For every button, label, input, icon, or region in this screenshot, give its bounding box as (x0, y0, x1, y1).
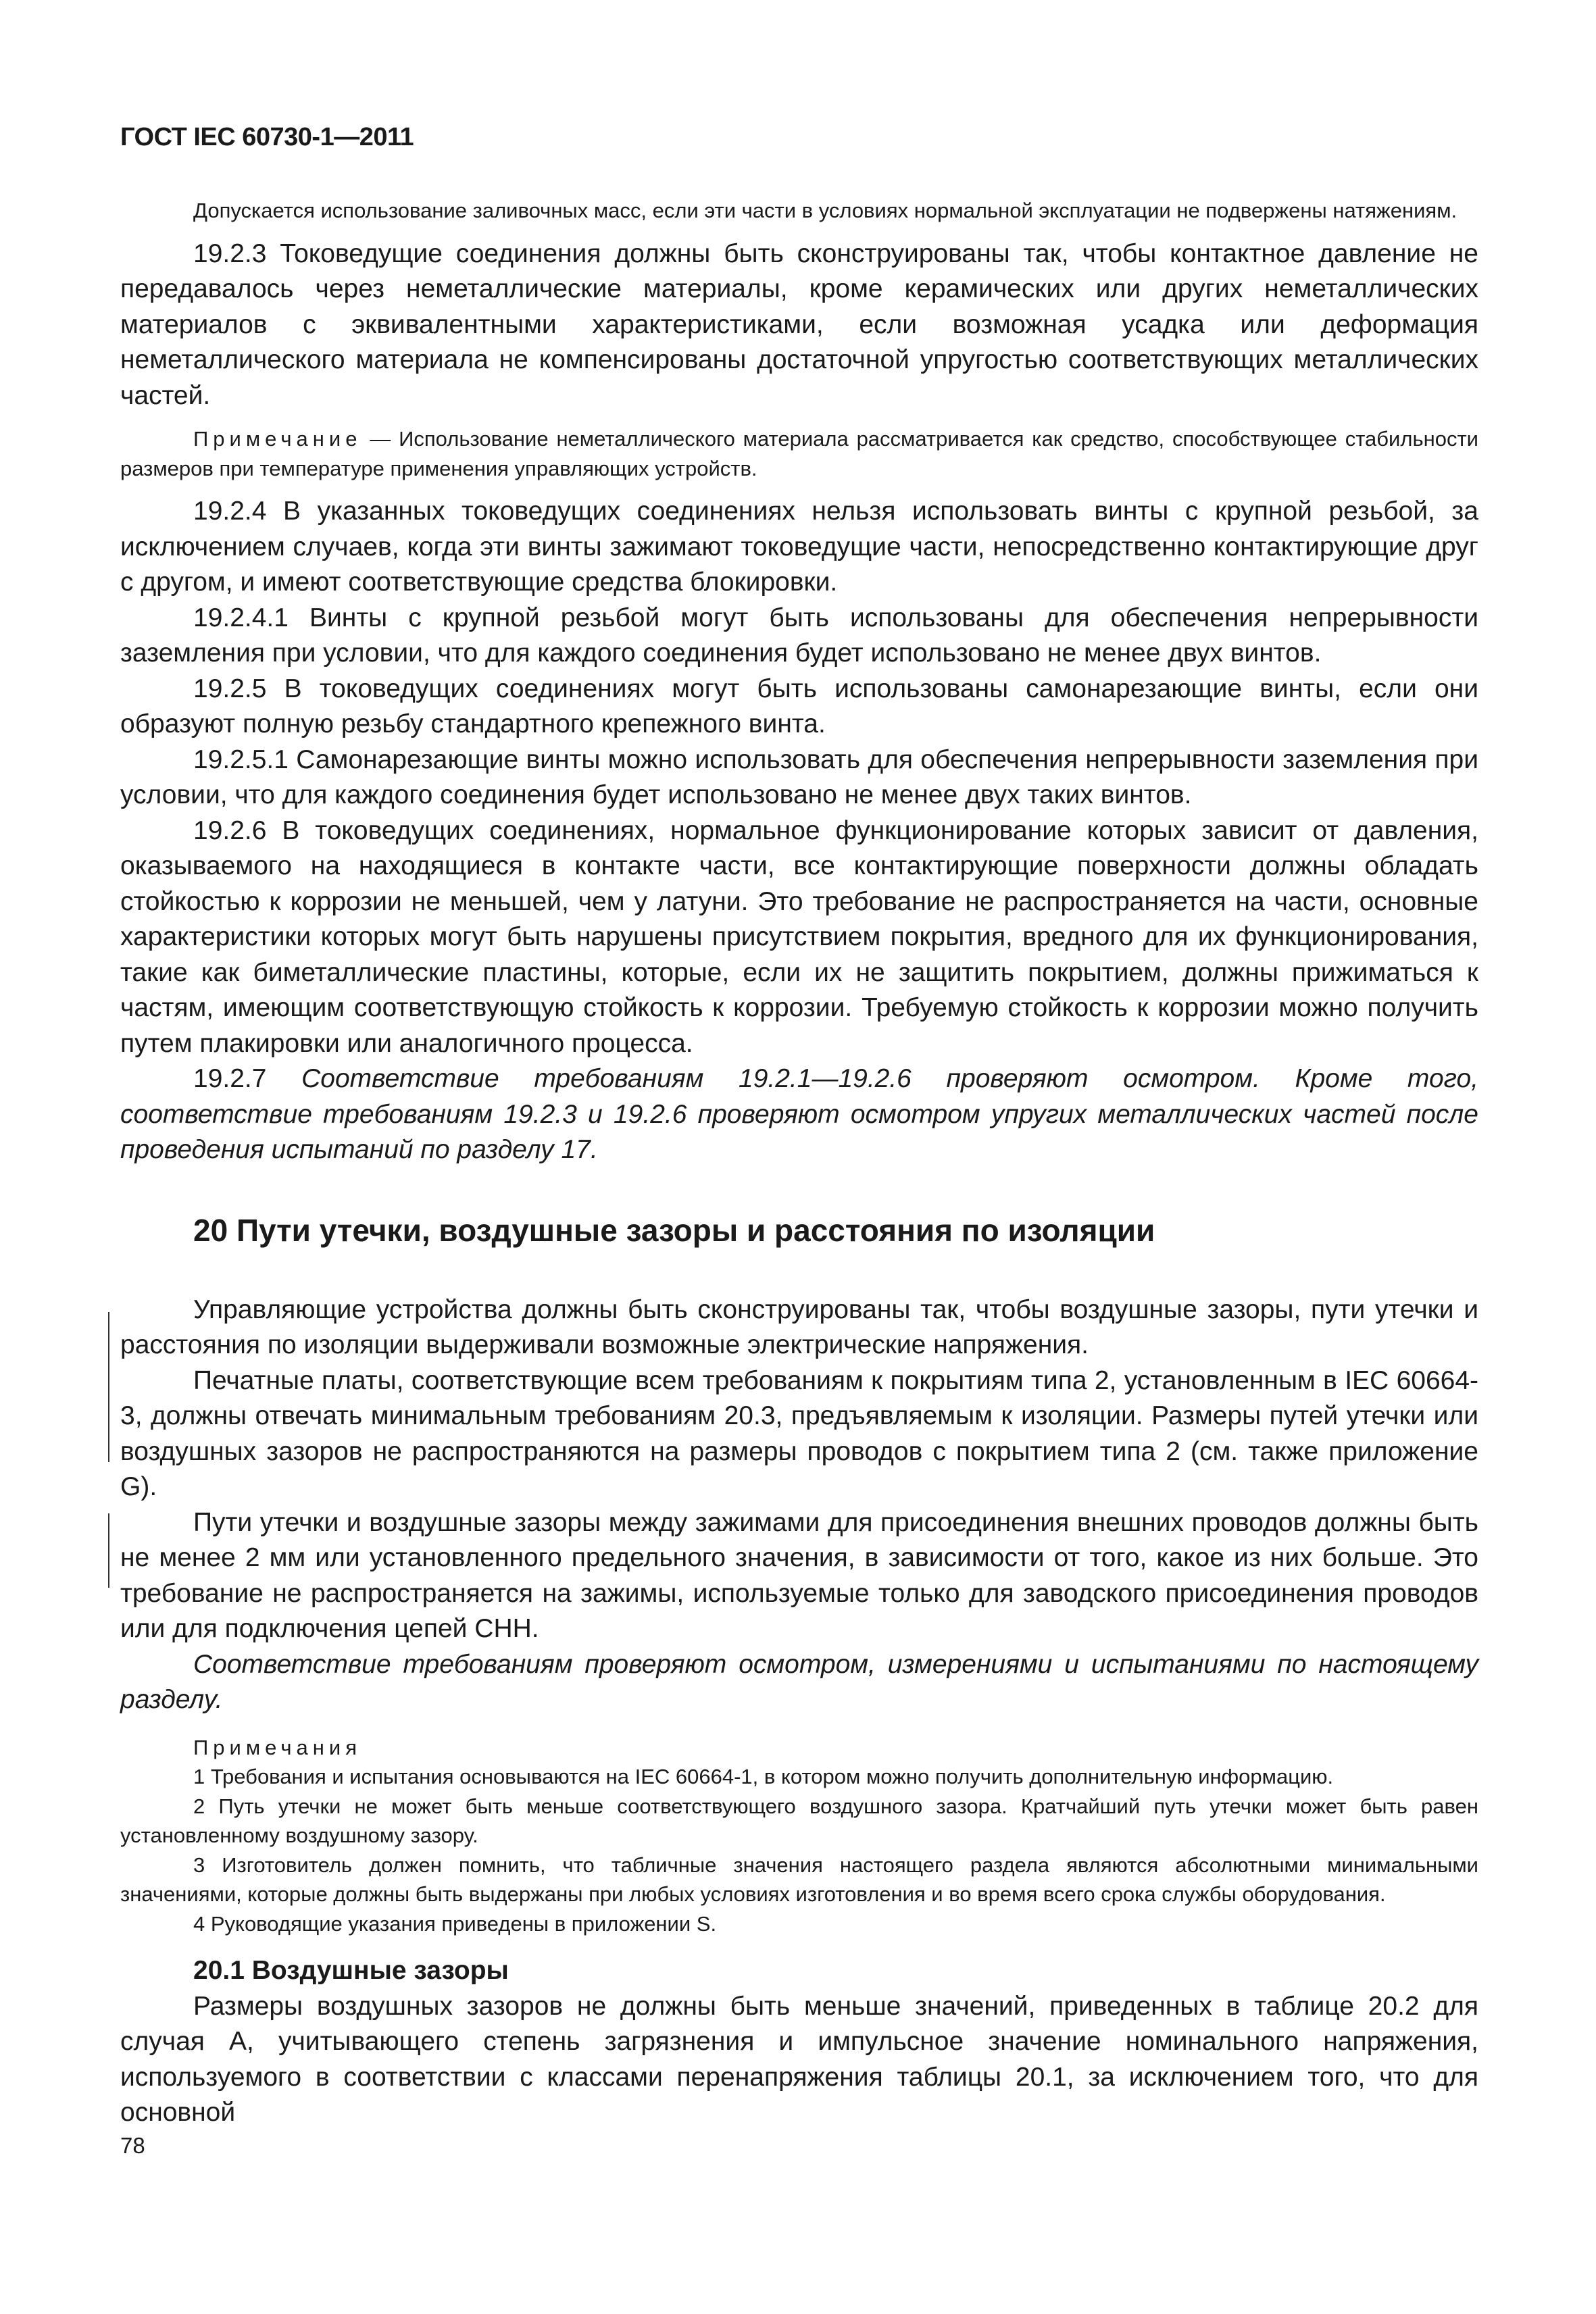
paragraph-19-2-6: 19.2.6 В токоведущих соединениях, нормальное функционирование которых зависит от давления, оказываемого на находящиеся в контакте части, все контактирующие поверхности должны обладать стойкостью к коррозии не меньшей, чем у латуни. Это требование не распространяется на части, основные характеристики которых могут быть нарушены присутствием покрытия, вредного для их функционирования, такие как биметаллические пластины, которые, если их не защитить покрытием, должны прижиматься к частям, имеющим соответствующую стойкость к коррозии. Требуемую стойкость к коррозии можно получить путем плакировки или аналогичного процесса. (120, 815, 1478, 1058)
clause-number: 19.2.7 (193, 1064, 302, 1093)
paragraph: Пути утечки и воздушные зазоры между зажимами для присоединения внешних проводов должны быть не менее 2 мм или установленного предельного значения, в зависимости от того, какое из них больше. Это требование не распространяется на зажимы, используемые только для заводского присоединения проводов или для подключения цепей СНН. (120, 1507, 1478, 1643)
section-heading-20: 20 Пути утечки, воздушные зазоры и расстояния по изоляции (193, 1212, 1155, 1248)
paragraph-19-2-4-1: 19.2.4.1 Винты с крупной резьбой могут быть использованы для обеспечения непрерывности заземления при условии, что для каждого соединения будет использовано не менее двух винтов. (120, 603, 1478, 668)
subsection-heading-20-1: 20.1 Воздушные зазоры (193, 1956, 509, 1985)
note-item: 1 Требования и испытания основываются на IEC 60664-1, в котором можно получить дополнительную информацию. (193, 1765, 1334, 1788)
change-bar (108, 1312, 109, 1462)
page-number: 78 (120, 2133, 145, 2158)
paragraph-19-2-5-1: 19.2.5.1 Самонарезающие винты можно использовать для обеспечения непрерывности заземления при условии, что для каждого соединения будет использовано не менее двух таких винтов. (120, 745, 1478, 809)
paragraph: Размеры воздушных зазоров не должны быть меньше значений, приведенных в таблице 20.2 для случая А, учитывающего степень загрязнения и импульсное значение номинального напряжения, используемого в соответствии с классами перенапряжения таблицы 20.1, за исключением того, что для основной (120, 1991, 1478, 2127)
document-body (120, 196, 1478, 2131)
notes-label: Примечания (193, 1735, 361, 1759)
note-item: 3 Изготовитель должен помнить, что табличные значения настоящего раздела являются абсолютными минимальными значениями, которые должны быть выдержаны при любых условиях изготовления и во время всего срока службы оборудования. (120, 1853, 1478, 1906)
change-bar (108, 1513, 109, 1588)
paragraph: Управляющие устройства должны быть сконструированы так, чтобы воздушные зазоры, пути утечки и расстояния по изоляции выдерживали возможные электрические напряжения. (120, 1294, 1478, 1359)
paragraph-19-2-7 (120, 1061, 1478, 1168)
note-text: — Использование неметаллического материала рассматривается как средство, способствующее стабильности размеров при температуре применения управляющих устройств. (120, 427, 1478, 480)
compliance-text: Соответствие требованиям 19.2.1—19.2.6 проверяют осмотром. Кроме того, соответствие требованиям 19.2.3 и 19.2.6 проверяют осмотром упругих металлических частей после проведения испытаний по разделу 17. (120, 1064, 1478, 1164)
note (120, 424, 1478, 483)
paragraph-19-2-5: 19.2.5 В токоведущих соединениях могут быть использованы самонарезающие винты, если они образуют полную резьбу стандартного крепежного винта. (120, 674, 1478, 738)
note-item: 4 Руководящие указания приведены в приложении S. (193, 1911, 717, 1936)
paragraph: Печатные платы, соответствующие всем требованиям к покрытиям типа 2, установленным в IEC 60664-3, должны отвечать минимальным требованиям 20.3, предъявляемым к изоляции. Размеры путей утечки или воздушных зазоров не распространяются на размеры проводов с покрытием типа 2 (см. также приложение G). (120, 1365, 1478, 1501)
paragraph-19-2-4: 19.2.4 В указанных токоведущих соединениях нельзя использовать винты с крупной резьбой, за исключением случаев, когда эти винты зажимают токоведущие части, непосредственно контактирующие друг с другом, и имеют соответствующие средства блокировки. (120, 497, 1478, 597)
paragraph-19-2-3: 19.2.3 Токоведущие соединения должны быть сконструированы так, чтобы контактное давление не передавалось через неметаллические материалы, кроме керамических или других неметаллических материалов с эквивалентными характеристиками, если возможная усадка или деформация неметаллического материала не компенсированы достаточной упругостью соответствующих металлических частей. (120, 238, 1478, 410)
compliance-paragraph: Соответствие требованиям проверяют осмотром, измерениями и испытаниями по настоящему разделу. (120, 1649, 1478, 1714)
paragraph: Допускается использование заливочных масс, если эти части в условиях нормальной эксплуатации не подвержены натяжениям. (193, 199, 1457, 222)
document-header: ГОСТ IEC 60730-1—2011 (120, 123, 414, 151)
note-item: 2 Путь утечки не может быть меньше соответствующего воздушного зазора. Кратчайший путь утечки может быть равен установленному воздушному зазору. (120, 1794, 1478, 1847)
note-label: Примечание (193, 427, 362, 451)
